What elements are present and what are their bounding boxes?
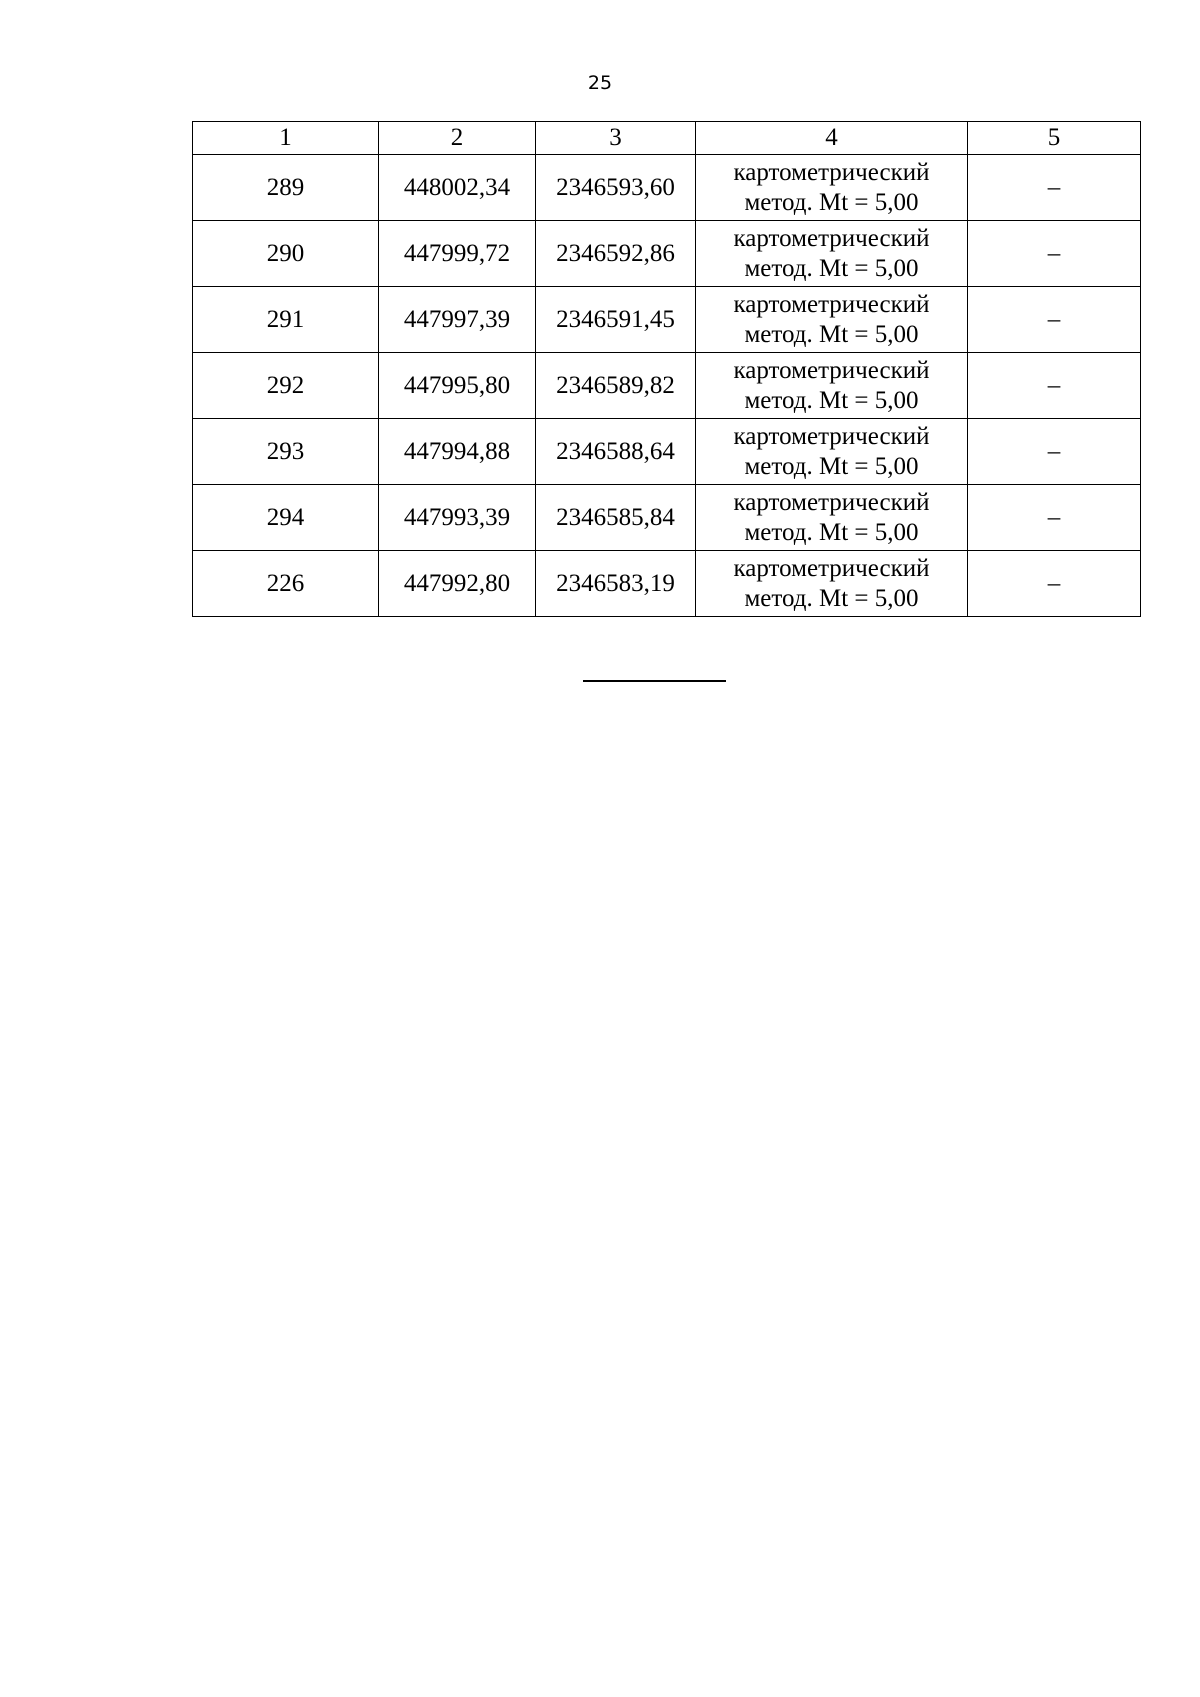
table-header [193,122,1141,155]
x-coordinate-cell: 447994,88 [379,419,536,485]
point-number-cell: 291 [193,287,379,353]
point-number-cell: 292 [193,353,379,419]
header-cell-5: 5 [968,122,1141,155]
method-cell [696,353,968,419]
note-cell: – [968,485,1141,551]
x-coordinate-cell: 447995,80 [379,353,536,419]
header-cell-4: 4 [696,122,968,155]
method-line-2: метод. Mt = 5,00 [744,584,919,612]
method-line-1: картометрический [733,488,930,516]
method-line-2: метод. Mt = 5,00 [744,320,919,348]
y-coordinate-cell: 2346588,64 [536,419,696,485]
point-number-cell: 289 [193,155,379,221]
point-number-cell: 226 [193,551,379,617]
table-row [193,221,1141,287]
method-line-2: метод. Mt = 5,00 [744,452,919,480]
header-cell-3: 3 [536,122,696,155]
note-cell: – [968,287,1141,353]
method-line-1: картометрический [733,422,930,450]
x-coordinate-cell: 447997,39 [379,287,536,353]
note-cell: – [968,221,1141,287]
method-cell [696,551,968,617]
point-number-cell: 290 [193,221,379,287]
end-of-document-rule [583,680,726,682]
header-row [193,122,1141,155]
x-coordinate-cell: 447999,72 [379,221,536,287]
y-coordinate-cell: 2346585,84 [536,485,696,551]
table-row [193,155,1141,221]
y-coordinate-cell: 2346583,19 [536,551,696,617]
table-body [193,155,1141,617]
x-coordinate-cell: 447993,39 [379,485,536,551]
method-line-1: картометрический [733,158,930,186]
note-cell: – [968,419,1141,485]
point-number-cell: 294 [193,485,379,551]
method-cell [696,485,968,551]
header-cell-2: 2 [379,122,536,155]
method-line-2: метод. Mt = 5,00 [744,386,919,414]
table-row [193,419,1141,485]
method-line-1: картометрический [733,554,930,582]
y-coordinate-cell: 2346589,82 [536,353,696,419]
point-number-cell: 293 [193,419,379,485]
table-row [193,485,1141,551]
note-cell: – [968,353,1141,419]
method-line-1: картометрический [733,290,930,318]
x-coordinate-cell: 447992,80 [379,551,536,617]
y-coordinate-cell: 2346592,86 [536,221,696,287]
x-coordinate-cell: 448002,34 [379,155,536,221]
page-number: 25 [587,72,613,94]
method-cell [696,287,968,353]
y-coordinate-cell: 2346593,60 [536,155,696,221]
method-cell [696,419,968,485]
table-row [193,287,1141,353]
y-coordinate-cell: 2346591,45 [536,287,696,353]
method-cell [696,155,968,221]
note-cell: – [968,155,1141,221]
method-line-2: метод. Mt = 5,00 [744,518,919,546]
method-cell [696,221,968,287]
method-line-2: метод. Mt = 5,00 [744,188,919,216]
coordinates-table [192,121,1141,617]
method-line-1: картометрический [733,224,930,252]
table-row [193,551,1141,617]
note-cell: – [968,551,1141,617]
method-line-1: картометрический [733,356,930,384]
method-line-2: метод. Mt = 5,00 [744,254,919,282]
table-row [193,353,1141,419]
header-cell-1: 1 [193,122,379,155]
